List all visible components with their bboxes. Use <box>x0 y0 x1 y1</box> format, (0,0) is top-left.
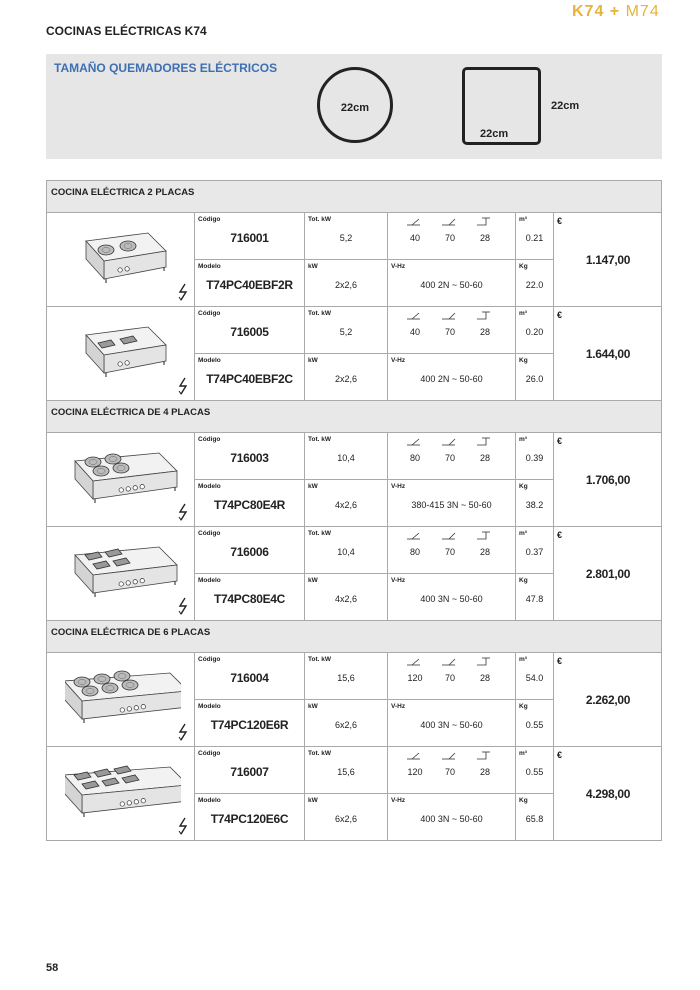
cell-label: V-Hz <box>391 797 406 804</box>
cell-value: 716006 <box>230 545 269 559</box>
kw-cell <box>304 480 387 526</box>
price-value: 1.706,00 <box>585 473 631 487</box>
euro-label: € <box>557 656 563 666</box>
cell-value: 5,2 <box>339 233 353 243</box>
kg-cell <box>515 574 553 620</box>
electric-bolt-icon <box>177 597 189 615</box>
cell-value: T74PC80E4C <box>213 592 286 606</box>
price-cell <box>553 213 662 306</box>
cell-label: V-Hz <box>391 483 406 490</box>
product-row <box>46 527 662 621</box>
codigo-cell <box>194 527 304 574</box>
cell-value: 400 3N ~ 50-60 <box>420 720 483 730</box>
dimension-value: 70 <box>444 673 455 683</box>
cell-label: m³ <box>519 530 527 537</box>
cell-value: 0.55 <box>525 720 544 730</box>
price-cell <box>553 527 662 620</box>
cell-label: m³ <box>519 216 527 223</box>
dimension-value: 70 <box>444 453 455 463</box>
cell-label: Código <box>198 216 221 223</box>
square-burner-width: 22cm <box>480 128 509 140</box>
cell-label: Modelo <box>198 357 221 364</box>
cell-value: 4x2,6 <box>334 594 358 604</box>
dimension-value: 70 <box>444 767 455 777</box>
dimension-value: 28 <box>479 673 490 683</box>
m3-cell <box>515 747 553 794</box>
product-row <box>46 653 662 747</box>
tot-kw-cell <box>304 433 387 480</box>
page-title: COCINAS ELÉCTRICAS K74 <box>46 24 207 38</box>
dimensions-cell <box>387 653 515 700</box>
cell-label: V-Hz <box>391 263 406 270</box>
round-burner-label: 22cm <box>340 102 370 114</box>
dimension-value: 80 <box>409 453 420 463</box>
kw-cell <box>304 354 387 400</box>
dimensions-cell <box>387 213 515 260</box>
cell-label: Modelo <box>198 577 221 584</box>
dimension-value: 28 <box>479 547 490 557</box>
electric-bolt-icon <box>177 283 189 301</box>
codigo-cell <box>194 433 304 480</box>
cell-value: 10,4 <box>337 453 355 463</box>
cell-label: kW <box>308 703 318 710</box>
cell-value: 10,4 <box>337 547 355 557</box>
product-image <box>65 537 181 609</box>
cell-value: T74PC120E6C <box>210 812 289 826</box>
dimension-value: 28 <box>479 767 490 777</box>
dimension-value: 40 <box>409 327 420 337</box>
kg-cell <box>515 260 553 306</box>
cell-value: T74PC80E4R <box>213 498 286 512</box>
cell-label: Modelo <box>198 263 221 270</box>
tot-kw-cell <box>304 653 387 700</box>
round-burner-diagram <box>317 67 393 143</box>
cell-value: 5,2 <box>339 327 353 337</box>
euro-label: € <box>557 750 563 760</box>
section-title: COCINA ELÉCTRICA 2 PLACAS <box>51 187 195 198</box>
euro-label: € <box>557 530 563 540</box>
cell-label: Tot. kW <box>308 216 331 223</box>
kw-cell <box>304 700 387 746</box>
codigo-cell <box>194 213 304 260</box>
cell-value: 54.0 <box>525 673 544 683</box>
dimensions-cell <box>387 747 515 794</box>
cell-label: m³ <box>519 310 527 317</box>
dimension-value: 70 <box>444 327 455 337</box>
section-title: COCINA ELÉCTRICA DE 6 PLACAS <box>51 627 211 638</box>
cell-value: 2x2,6 <box>334 280 358 290</box>
kw-cell <box>304 574 387 620</box>
product-row <box>46 213 662 307</box>
cell-value: 0.39 <box>525 453 544 463</box>
euro-label: € <box>557 436 563 446</box>
product-table <box>46 180 662 841</box>
electric-bolt-icon <box>177 723 189 741</box>
price-value: 2.262,00 <box>585 693 631 707</box>
cell-label: Tot. kW <box>308 750 331 757</box>
cell-label: Tot. kW <box>308 530 331 537</box>
dimensions-cell <box>387 307 515 354</box>
cell-value: 716004 <box>230 671 269 685</box>
section-title: COCINA ELÉCTRICA DE 4 PLACAS <box>51 407 211 418</box>
cell-label: m³ <box>519 750 527 757</box>
tot-kw-cell <box>304 307 387 354</box>
price-cell <box>553 307 662 400</box>
section-header <box>46 621 662 653</box>
cell-value: 0.21 <box>525 233 544 243</box>
cell-value: 22.0 <box>525 280 544 290</box>
price-cell <box>553 433 662 526</box>
cell-value: 65.8 <box>525 814 544 824</box>
cell-label: m³ <box>519 656 527 663</box>
modelo-cell <box>194 480 304 526</box>
modelo-cell <box>194 354 304 400</box>
codigo-cell <box>194 307 304 354</box>
cell-value: 400 2N ~ 50-60 <box>420 280 483 290</box>
kg-cell <box>515 700 553 746</box>
product-image <box>65 663 181 735</box>
cell-label: Kg <box>519 483 528 490</box>
price-value: 1.147,00 <box>585 253 631 267</box>
product-row <box>46 307 662 401</box>
cell-label: kW <box>308 483 318 490</box>
cell-value: 380-415 3N ~ 50-60 <box>411 500 492 510</box>
brand-logo: K74 + M74 <box>572 3 660 20</box>
cell-value: 15,6 <box>337 673 355 683</box>
cell-value: 2x2,6 <box>334 374 358 384</box>
cell-label: Kg <box>519 577 528 584</box>
cell-label: Kg <box>519 703 528 710</box>
section-header <box>46 401 662 433</box>
cell-value: 716007 <box>230 765 269 779</box>
dimension-value: 28 <box>479 233 490 243</box>
m3-cell <box>515 527 553 574</box>
cell-value: 716003 <box>230 451 269 465</box>
euro-label: € <box>557 310 563 320</box>
dimensions-cell <box>387 527 515 574</box>
cell-label: Código <box>198 750 221 757</box>
cell-label: kW <box>308 797 318 804</box>
cell-value: T74PC40EBF2R <box>206 278 293 292</box>
modelo-cell <box>194 574 304 620</box>
dimension-value: 80 <box>409 547 420 557</box>
cell-value: 716005 <box>230 325 269 339</box>
cell-label: Código <box>198 310 221 317</box>
price-cell <box>553 747 662 840</box>
product-image <box>65 223 181 295</box>
kw-cell <box>304 260 387 306</box>
cell-value: 0.37 <box>525 547 544 557</box>
dimension-value: 120 <box>407 767 423 777</box>
m3-cell <box>515 433 553 480</box>
cell-value: 400 3N ~ 50-60 <box>420 594 483 604</box>
m3-cell <box>515 307 553 354</box>
price-value: 1.644,00 <box>585 347 631 361</box>
cell-label: Kg <box>519 357 528 364</box>
cell-label: kW <box>308 263 318 270</box>
product-image <box>65 757 181 829</box>
product-image <box>65 443 181 515</box>
cell-value: 716001 <box>230 231 269 245</box>
cell-value: 0.55 <box>525 767 544 777</box>
cell-value: 400 3N ~ 50-60 <box>420 814 483 824</box>
dimension-value: 40 <box>409 233 420 243</box>
vhz-cell <box>387 260 515 306</box>
codigo-cell <box>194 653 304 700</box>
cell-label: V-Hz <box>391 357 406 364</box>
section-header <box>46 181 662 213</box>
cell-value: 0.20 <box>525 327 544 337</box>
vhz-cell <box>387 354 515 400</box>
page-number: 58 <box>46 962 59 974</box>
cell-label: Tot. kW <box>308 436 331 443</box>
modelo-cell <box>194 700 304 746</box>
cell-value: 38.2 <box>525 500 544 510</box>
vhz-cell <box>387 574 515 620</box>
square-burner-height: 22cm <box>551 100 580 112</box>
cell-value: 26.0 <box>525 374 544 384</box>
dimension-value: 28 <box>479 327 490 337</box>
modelo-cell <box>194 260 304 306</box>
price-value: 2.801,00 <box>585 567 631 581</box>
dimensions-cell <box>387 433 515 480</box>
tot-kw-cell <box>304 527 387 574</box>
burner-size-title: TAMAÑO QUEMADORES ELÉCTRICOS <box>54 61 278 75</box>
electric-bolt-icon <box>177 817 189 835</box>
cell-label: V-Hz <box>391 703 406 710</box>
m3-cell <box>515 213 553 260</box>
kg-cell <box>515 794 553 840</box>
price-cell <box>553 653 662 746</box>
cell-label: Modelo <box>198 483 221 490</box>
cell-label: Código <box>198 530 221 537</box>
cell-label: V-Hz <box>391 577 406 584</box>
cell-label: Modelo <box>198 797 221 804</box>
cell-label: kW <box>308 577 318 584</box>
vhz-cell <box>387 480 515 526</box>
codigo-cell <box>194 747 304 794</box>
tot-kw-cell <box>304 747 387 794</box>
price-value: 4.298,00 <box>585 787 631 801</box>
cell-label: Modelo <box>198 703 221 710</box>
cell-value: 47.8 <box>525 594 544 604</box>
cell-value: 6x2,6 <box>334 720 358 730</box>
tot-kw-cell <box>304 213 387 260</box>
dimension-value: 70 <box>444 547 455 557</box>
dimension-value: 120 <box>407 673 423 683</box>
vhz-cell <box>387 700 515 746</box>
vhz-cell <box>387 794 515 840</box>
cell-value: 4x2,6 <box>334 500 358 510</box>
dimension-value: 28 <box>479 453 490 463</box>
kg-cell <box>515 480 553 526</box>
cell-value: 6x2,6 <box>334 814 358 824</box>
kg-cell <box>515 354 553 400</box>
cell-label: Kg <box>519 263 528 270</box>
electric-bolt-icon <box>177 377 189 395</box>
m3-cell <box>515 653 553 700</box>
dimension-value: 70 <box>444 233 455 243</box>
cell-label: Kg <box>519 797 528 804</box>
burner-size-panel <box>46 54 662 159</box>
kw-cell <box>304 794 387 840</box>
cell-label: Código <box>198 656 221 663</box>
cell-label: m³ <box>519 436 527 443</box>
cell-label: Código <box>198 436 221 443</box>
cell-label: kW <box>308 357 318 364</box>
product-row <box>46 747 662 841</box>
cell-value: T74PC40EBF2C <box>206 372 293 386</box>
cell-value: T74PC120E6R <box>210 718 289 732</box>
cell-label: Tot. kW <box>308 310 331 317</box>
cell-label: Tot. kW <box>308 656 331 663</box>
euro-label: € <box>557 216 563 226</box>
electric-bolt-icon <box>177 503 189 521</box>
cell-value: 15,6 <box>337 767 355 777</box>
product-row <box>46 433 662 527</box>
modelo-cell <box>194 794 304 840</box>
cell-value: 400 2N ~ 50-60 <box>420 374 483 384</box>
product-image <box>65 317 181 389</box>
